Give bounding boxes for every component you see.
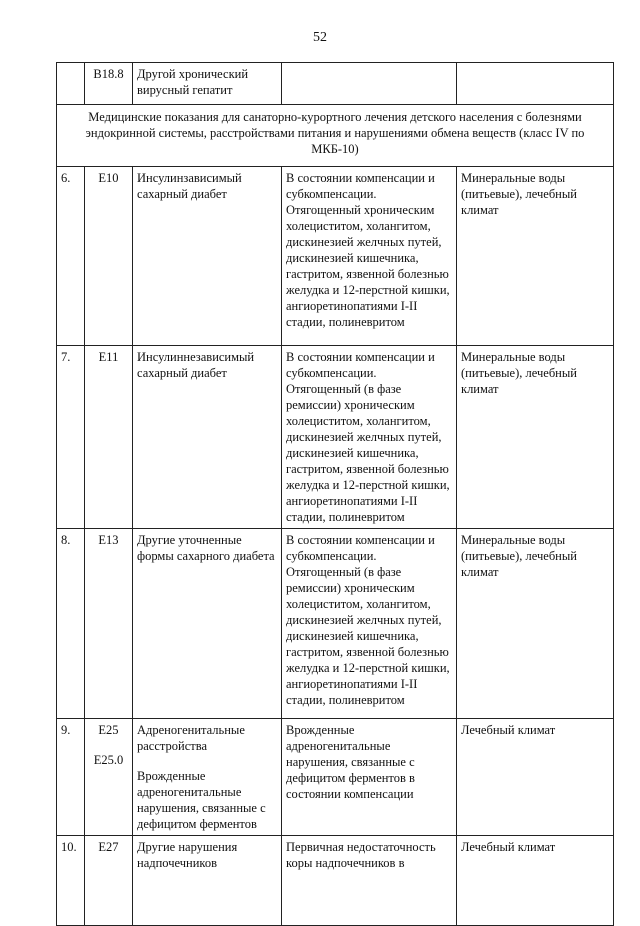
- spacer: [89, 738, 128, 752]
- condition-text: В состоянии компенсации и субкомпенсации. Отягощенный хроническим холециститом, холангитом, дискинезией желчных путей, дискинезией кишечника, гастритом, язвенной болезнью желудка и 12-перстной кишки, ангиоретинопатиями I-II стадии, полиневритом: [282, 167, 457, 346]
- spacer: [137, 754, 277, 768]
- section-header-row: [57, 105, 614, 167]
- treatment-cell: [457, 63, 614, 105]
- diagnosis-name: Адреногенитальные расстройства: [137, 723, 245, 753]
- diagnosis-name-group: [133, 719, 282, 836]
- treatment-text: Минеральные воды (питьевые), лечебный климат: [457, 529, 614, 719]
- diagnosis-name: Инсулинзависимый сахарный диабет: [133, 167, 282, 346]
- icd-subcode: E25.0: [93, 753, 124, 767]
- icd-code: E11: [85, 346, 133, 529]
- icd-code: E27: [85, 836, 133, 926]
- treatment-text: Минеральные воды (питьевые), лечебный климат: [457, 167, 614, 346]
- table-row: [57, 719, 614, 836]
- treatment-text: Лечебный климат: [457, 836, 614, 926]
- section-header: Медицинские показания для санаторно-курортного лечения детского населения с болезнями эндокринной системы, расстройствами питания и нарушениями обмена веществ (класс IV по МКБ-10): [57, 105, 614, 167]
- table-row: [57, 346, 614, 529]
- condition-text: В состоянии компенсации и субкомпенсации. Отягощенный (в фазе ремиссии) хроническим холециститом, холангитом, дискинезией желчных путей, дискинезией кишечника, гастритом, язвенной болезнью желудка и 12-перстной кишки, ангиоретинопатиями I-II стадии, полиневритом: [282, 529, 457, 719]
- table-row: [57, 529, 614, 719]
- condition-cell: [282, 63, 457, 105]
- icd-code: E10: [85, 167, 133, 346]
- diagnosis-name: Другие нарушения надпочечников: [133, 836, 282, 926]
- diagnosis-name: Другие уточненные формы сахарного диабета: [133, 529, 282, 719]
- table-row: [57, 167, 614, 346]
- row-number: 6.: [57, 167, 85, 346]
- treatment-text: Минеральные воды (питьевые), лечебный климат: [457, 346, 614, 529]
- row-number: 9.: [57, 719, 85, 836]
- diagnosis-subname: Врожденные адреногенитальные нарушения, связанные с дефицитом ферментов: [137, 769, 266, 831]
- condition-text: Первичная недостаточность коры надпочечников в: [282, 836, 457, 926]
- diagnosis-name-cell: Другой хронический вирусный гепатит: [133, 63, 282, 105]
- row-number: 7.: [57, 346, 85, 529]
- icd-code: E13: [85, 529, 133, 719]
- treatment-text: Лечебный климат: [457, 719, 614, 836]
- table-row: [57, 836, 614, 926]
- diagnosis-name: Инсулиннезависимый сахарный диабет: [133, 346, 282, 529]
- condition-text: Врожденные адреногенитальные нарушения, связанные с дефицитом ферментов в состоянии компенсации: [282, 719, 457, 836]
- page-number: 52: [313, 30, 327, 45]
- icd-code: E25: [98, 723, 119, 737]
- row-number: 8.: [57, 529, 85, 719]
- table-row-b18-8: [57, 63, 614, 105]
- indications-table: [56, 62, 614, 926]
- condition-text: В состоянии компенсации и субкомпенсации. Отягощенный (в фазе ремиссии) хроническим холециститом, холангитом, дискинезией желчных путей, дискинезией кишечника, гастритом, язвенной болезнью желудка и 12-перстной кишки, ангиоретинопатиями I-II стадии, полиневритом: [282, 346, 457, 529]
- icd-code-group: [85, 719, 133, 836]
- icd-code-cell: B18.8: [85, 63, 133, 105]
- row-number: 10.: [57, 836, 85, 926]
- row-number-cell: [57, 63, 85, 105]
